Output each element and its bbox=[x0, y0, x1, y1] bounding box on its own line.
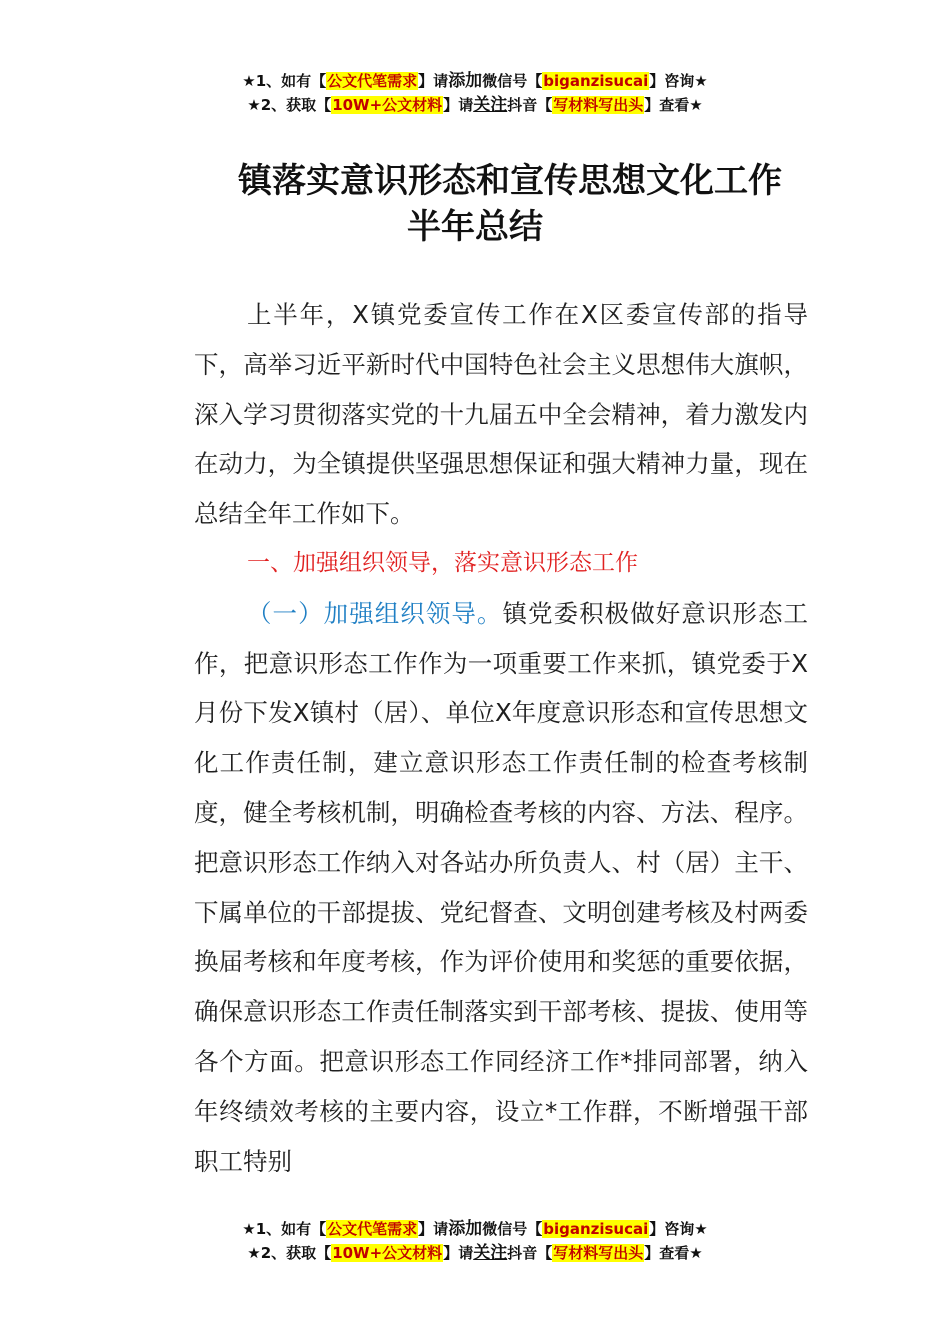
highlight-ghostwriting: 公文代笔需求 bbox=[327, 1220, 418, 1238]
banner-text: ★2、获取【 bbox=[247, 96, 332, 114]
banner-text-emphasis: 关注 bbox=[473, 95, 508, 115]
title-line-1: 镇落实意识形态和宣传思想文化工作 bbox=[238, 161, 782, 201]
banner-text: ★1、如有【 bbox=[242, 72, 327, 90]
banner-line-2 bbox=[0, 1241, 950, 1265]
banner-text: 】请 bbox=[443, 1244, 474, 1262]
intro-paragraph: 上半年，X镇党委宣传工作在X区委宣传部的指导下，高举习近平新时代中国特色社会主义思想伟大旗帜，深入学习贯彻落实党的十九届五中全会精神，着力激发内在动力，为全镇提供坚强思想保证和强大精神力量，现在总结全年工作如下。 bbox=[194, 300, 808, 529]
subsection-text-1: 镇党委积极做好意识形态工作，把意识形态工作作为一项重要工作来抓，镇党委于X月份下发X镇村（居）、单位X年度意识形态和宣传思想文化工作责任制，建立意识形态工作责任制的检查考核制度，健全考核机制，明确检查考核的内容、方法、程序。把意识形态工作纳入对各站办所负责人、村（居）主干、下属单位的干部提拔、党纪督查、文明创建考核及村两委换届考核和年度考核，作为评价使用和奖惩的重要依据，确保意识形态工作责任制落实到干部考核、提拔、使用等各个方面。把意识形态工作同经济工作*排同部署，纳入年终绩效考核的主要内容，设立*工作群，不断增强干部职工特别 bbox=[194, 598, 809, 1176]
banner-text: ★1、如有【 bbox=[242, 1220, 327, 1238]
subsection-paragraph-1 bbox=[194, 589, 808, 1187]
banner-text: 】查看★ bbox=[644, 96, 703, 114]
title-line-2: 半年总结 bbox=[407, 207, 543, 247]
banner-text: 】请 bbox=[418, 1220, 449, 1238]
banner-text: 】请 bbox=[418, 72, 449, 90]
banner-text: 微信号【 bbox=[482, 72, 543, 90]
banner-text: 】咨询★ bbox=[649, 1220, 708, 1238]
banner-text: 抖音【 bbox=[507, 96, 553, 114]
top-banner bbox=[0, 69, 950, 117]
banner-text: 】咨询★ bbox=[649, 72, 708, 90]
banner-line-1 bbox=[0, 69, 950, 93]
banner-text: 微信号【 bbox=[482, 1220, 543, 1238]
banner-line-2 bbox=[0, 93, 950, 117]
bottom-banner bbox=[0, 1217, 950, 1265]
highlight-wechat-id: biganzisucai bbox=[543, 72, 649, 90]
highlight-douyin: 写材料写出头 bbox=[553, 96, 644, 114]
highlight-materials: 10W+公文材料 bbox=[332, 1244, 443, 1262]
highlight-ghostwriting: 公文代笔需求 bbox=[327, 72, 418, 90]
highlight-materials: 10W+公文材料 bbox=[332, 96, 443, 114]
document-title bbox=[0, 158, 950, 250]
banner-line-1 bbox=[0, 1217, 950, 1241]
banner-text: 】查看★ bbox=[644, 1244, 703, 1262]
banner-text: 】请 bbox=[443, 96, 474, 114]
section-heading-1: 一、加强组织领导，落实意识形态工作 bbox=[247, 549, 638, 576]
subsection-heading-1: （一）加强组织领导。 bbox=[247, 598, 503, 628]
highlight-douyin: 写材料写出头 bbox=[553, 1244, 644, 1262]
banner-text: ★2、获取【 bbox=[247, 1244, 332, 1262]
banner-text-emphasis: 添加 bbox=[448, 71, 483, 91]
banner-text-emphasis: 关注 bbox=[473, 1243, 508, 1263]
highlight-wechat-id: biganzisucai bbox=[543, 1220, 649, 1238]
banner-text-emphasis: 添加 bbox=[448, 1219, 483, 1239]
banner-text: 抖音【 bbox=[507, 1244, 553, 1262]
document-body bbox=[194, 290, 808, 1186]
